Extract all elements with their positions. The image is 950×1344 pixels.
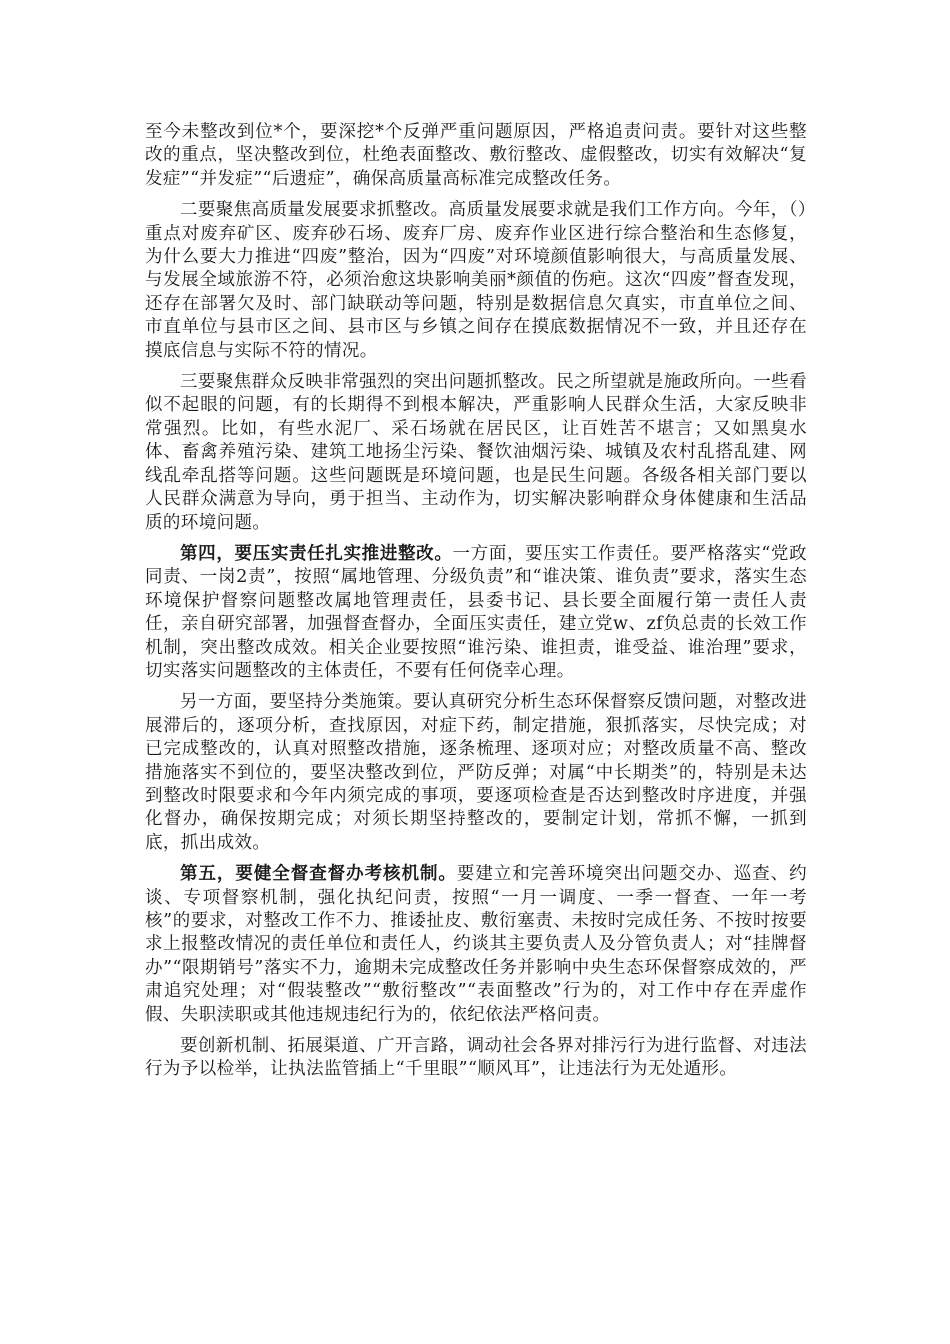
- paragraph-point-two: [145, 199, 807, 363]
- paragraph-continuation: [145, 121, 807, 191]
- paragraph-text: 要创新机制、拓展渠道、广开言路，调动社会各界对排污行为进行监督、对违法行为予以检举，让执法监管插上“千里眼”“顺风耳”，让违法行为无处遁形。: [145, 1036, 807, 1080]
- paragraph-text: 二要聚焦高质量发展要求抓整改。高质量发展要求就是我们工作方向。今年，（）重点对废弃矿区、废弃砂石场、废弃厂房、废弃作业区进行综合整治和生态修复，为什么要大力推进“四废”整治，因为“四废”对环境颜值影响很大，与高质量发展、与发展全域旅游不符，必须治愈这块影响美丽*颜值的伤疤。这次“四废”督查发现，还存在部署欠及时、部门缺联动等问题，特别是数据信息欠真实，市直单位之间、市直单位与县市区之间、县市区与乡镇之间存在摸底数据情况不一致，并且还存在摸底信息与实际不符的情况。: [145, 200, 807, 361]
- paragraph-text: 要建立和完善环境突出问题交办、巡查、约谈、专项督察机制，强化执纪问责，按照“一月一调度、一季一督查、一年一考核”的要求，对整改工作不力、推诿扯皮、敷衍塞责、未按时完成任务、不按时按要求上报整改情况的责任单位和责任人，约谈其主要负责人及分管负责人；对“挂牌督办”“限期销号”落实不力，逾期未完成整改任务并影响中央生态环保督察成效的，严肃追究处理；对“假装整改”“敷衍整改”“表面整改”行为的，对工作中存在弄虚作假、失职渎职或其他违规违纪行为的，依纪依法严格问责。: [145, 864, 807, 1025]
- paragraph-closing: [145, 1035, 807, 1082]
- paragraph-section-five: [145, 863, 807, 1027]
- section-heading: 第四，要压实责任扎实推进整改。: [180, 543, 453, 564]
- paragraph-text: 另一方面，要坚持分类施策。要认真研究分析生态环保督察反馈问题，对整改进展滞后的，逐项分析，查找原因，对症下药，制定措施，狠抓落实，尽快完成；对已完成整改的，认真对照整改措施，逐条梳理、逐项对应；对整改质量不高、整改措施落实不到位的，要坚决整改到位，严防反弹；对属“中长期类”的，特别是未达到整改时限要求和今年内须完成的事项，要逐项检查是否达到整改时序进度，并强化督办，确保按期完成；对须长期坚持整改的，要制定计划，常抓不懈，一抓到底，抓出成效。: [145, 692, 807, 853]
- paragraph-other-hand: [145, 691, 807, 855]
- section-heading: 第五，要健全督查督办考核机制。: [180, 864, 457, 885]
- paragraph-text: 三要聚焦群众反映非常强烈的突出问题抓整改。民之所望就是施政所向。一些看似不起眼的问题，有的长期得不到根本解决，严重影响人民群众生活，大家反映非常强烈。比如，有些水泥厂、采石场就在居民区，让百姓苦不堪言；又如黑臭水体、畜禽养殖污染、建筑工地扬尘污染、餐饮油烟污染、城镇及农村乱搭乱建、网线乱牵乱搭等问题。这些问题既是环境问题，也是民生问题。各级各相关部门要以人民群众满意为导向，勇于担当、主动作为，切实解决影响群众身体健康和生活品质的环境问题。: [145, 372, 807, 533]
- document-page: [145, 121, 807, 1090]
- paragraph-text: 一方面，要压实工作责任。要严格落实“党政同责、一岗2责”，按照“属地管理、分级负责”和“谁决策、谁负责”要求，落实生态环境保护督察问题整改属地管理责任，县委书记、县长要全面履行第一责任人责任，亲自研究部署，加强督查督办，全面压实责任，建立党w、zf负总责的长效工作机制，突出整改成效。相关企业要按照“谁污染、谁担责，谁受益、谁治理”要求，切实落实问题整改的主体责任，不要有任何侥幸心理。: [145, 543, 808, 681]
- paragraph-section-four: [145, 543, 807, 683]
- paragraph-text: 至今未整改到位*个，要深挖*个反弹严重问题原因，严格追责问责。要针对这些整改的重点，坚决整改到位，杜绝表面整改、敷衍整改、虚假整改，切实有效解决“复发症”“并发症”“后遗症”，确保高质量高标准完成整改任务。: [145, 122, 807, 189]
- paragraph-point-three: [145, 371, 807, 535]
